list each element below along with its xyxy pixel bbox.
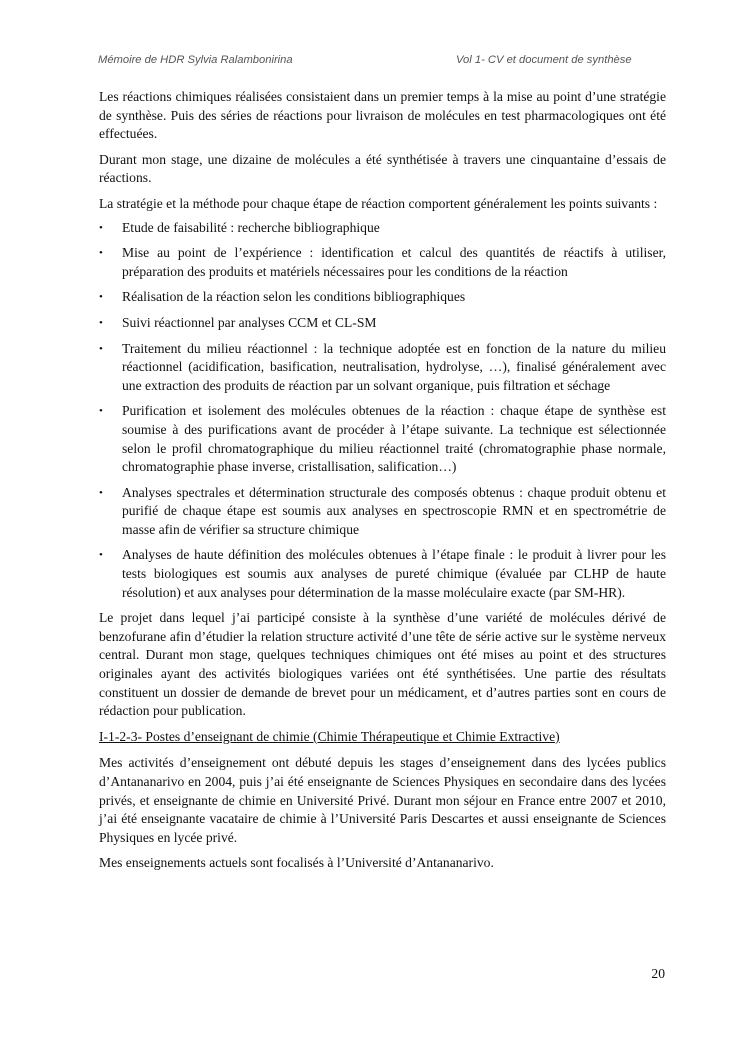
- bullet-icon: •: [99, 549, 103, 562]
- bullet-icon: •: [99, 342, 103, 355]
- page-number: 20: [651, 966, 665, 981]
- bullet-list: [99, 219, 666, 603]
- paragraph: Les réactions chimiques réalisées consistaient dans un premier temps à la mise au point d’une stratégie de synthèse. Puis des séries de réactions pour livraison de molécules en test pharmacologiques ont été effectuées.: [99, 89, 666, 142]
- page-body: [99, 88, 666, 880]
- list-item: • Mise au point de l’expérience : identification et calcul des quantités de réactifs à utiliser, préparation des produits et matériels nécessaires pour les conditions de la réaction: [99, 245, 666, 279]
- list-item: • Analyses spectrales et détermination structurale des composés obtenus : chaque produit obtenu et purifié de chaque étape est soumis aux analyses en spectroscopie RMN et en spectrométrie de masse afin de vérifier sa structure chimique: [99, 484, 666, 537]
- list-item: • Etude de faisabilité : recherche bibliographique: [99, 219, 666, 238]
- list-item: • Suivi réactionnel par analyses CCM et CL-SM: [99, 314, 666, 333]
- paragraph: Durant mon stage, une dizaine de molécules a été synthétisée à travers une cinquantaine d’essais de réactions.: [99, 151, 666, 186]
- bullet-icon: •: [99, 291, 103, 304]
- paragraph: Mes enseignements actuels sont focalisés à l’Université d’Antananarivo.: [99, 855, 494, 871]
- header-volume: Vol 1- CV et document de synthèse: [456, 54, 632, 66]
- bullet-icon: •: [99, 316, 103, 329]
- bullet-icon: •: [99, 486, 103, 499]
- list-item: • Réalisation de la réaction selon les conditions bibliographiques: [99, 288, 666, 307]
- paragraph: Le projet dans lequel j’ai participé consiste à la synthèse d’une variété de molécules dérivé de benzofurane afin d’étudier la relation structure activité d’une tête de série active sur le système nerveux central. Durant mon stage, quelques techniques chimiques ont été mises au point et des structures originales ayant des activités biologiques variées ont été synthétisées. Une partie des résultats constituent un dossier de demande de brevet pour un médicament, et d’autres parties sont en cours de rédaction pour publication.: [99, 610, 666, 719]
- list-item: • Purification et isolement des molécules obtenues de la réaction : chaque étape de synthèse est soumise à des purifications avant de procéder à l’étape suivante. La technique est sélectionnée selon le profil chromatographique du milieu réactionnel traité (chromatographie phase normale, chromatographie phase inverse, cristallisation, salification…): [99, 403, 666, 475]
- list-item: • Traitement du milieu réactionnel : la technique adoptée est en fonction de la nature du milieu réactionnel (acidification, basification, neutralisation, hydrolyse, …), finalisé généralement avec une extraction des produits de réaction par un solvant organique, puis filtration et séchage: [99, 340, 666, 393]
- bullet-icon: •: [99, 405, 103, 418]
- header-author: Mémoire de HDR Sylvia Ralambonirina: [98, 54, 293, 66]
- bullet-icon: •: [99, 221, 103, 234]
- bullet-icon: •: [99, 247, 103, 260]
- paragraph: La stratégie et la méthode pour chaque étape de réaction comportent généralement les points suivants :: [99, 195, 658, 211]
- section-title: I-1-2-3- Postes d’enseignant de chimie (Chimie Thérapeutique et Chimie Extractive): [99, 728, 560, 744]
- paragraph: Mes activités d’enseignement ont débuté depuis les stages d’enseignement dans des lycées publics d’Antananarivo en 2004, puis j’ai été enseignante de Sciences Physiques en secondaire dans des lycées privés, et enseignante de chimie en Université Privé. Durant mon séjour en France entre 2007 et 2010, j’ai été enseignante vacataire de chimie à l’Université Paris Descartes et aussi enseignante de Sciences Physiques en lycée privé.: [99, 755, 666, 845]
- list-item: • Analyses de haute définition des molécules obtenues à l’étape finale : le produit à livrer pour les tests biologiques est soumis aux analyses de pureté chimique (évaluée par CLHP de haute résolution) et aux analyses pour détermination de la masse moléculaire exacte (par SM-HR).: [99, 547, 666, 600]
